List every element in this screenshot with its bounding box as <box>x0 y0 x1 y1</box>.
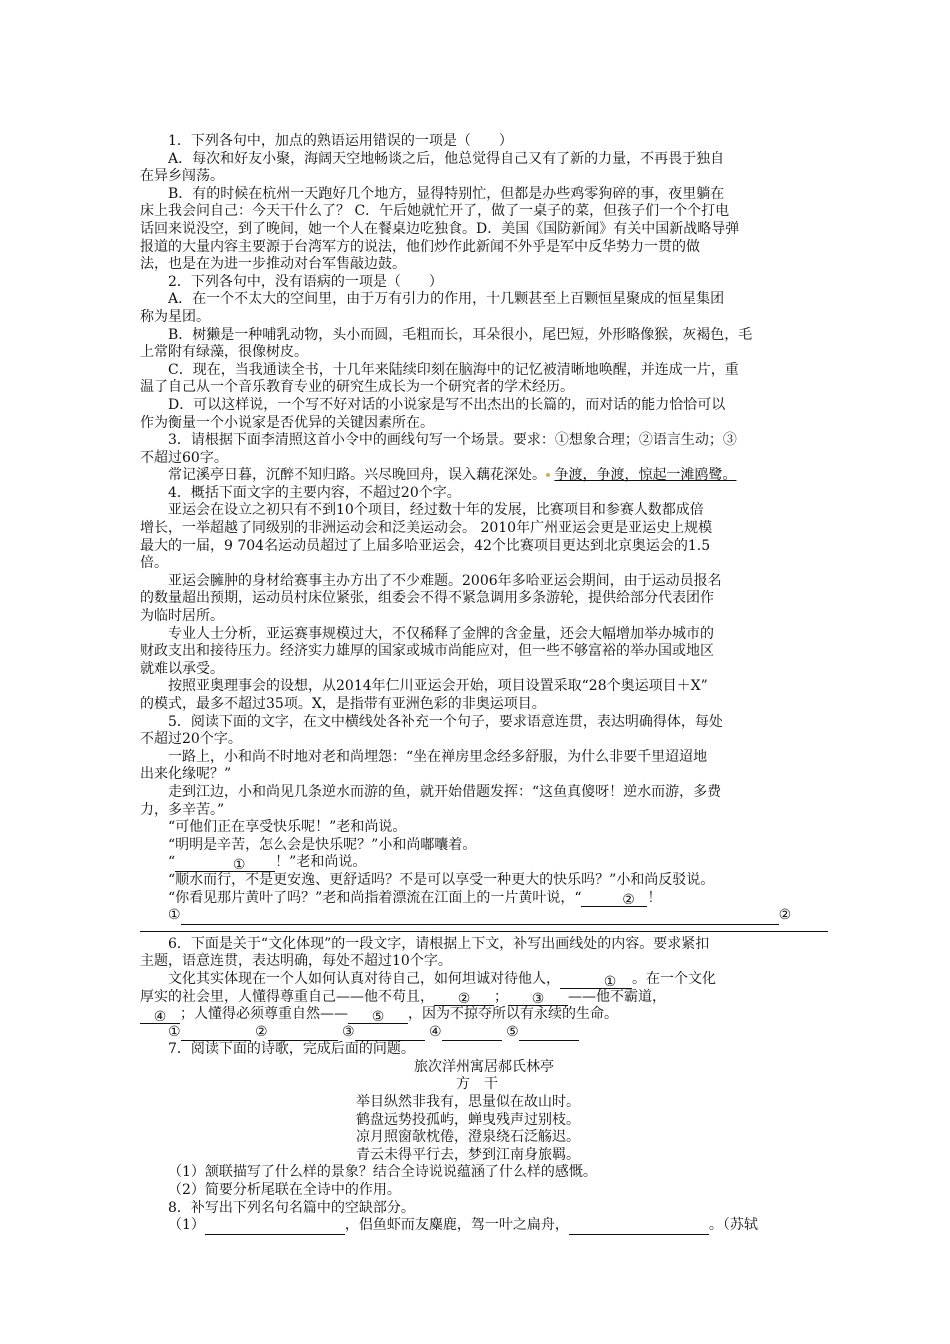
document-body <box>140 133 828 1235</box>
poem-line-1: 举目纵然非我有，思量似在故山时。 <box>356 1094 580 1111</box>
answer-slot-3[interactable] <box>355 1026 425 1041</box>
question-5-para-3: “可他们正在享受快乐呢！”老和尚说。 <box>168 819 407 836</box>
question-5-para-2: 走到江边，小和尚见几条逆水而游的鱼，就开始借题发挥：“这鱼真傻呀！逆水而游，多费 <box>168 783 722 800</box>
answer-line-1[interactable] <box>181 910 779 925</box>
question-1-option-d-cont: 报道的大量内容主要源于台湾军方的说法，他们炒作此新闻不外乎是军中反华势力一贯的做 <box>140 238 700 255</box>
question-6-para-1-end: ④ ；人懂得必须尊重自然—— ⑤ ，因为不掠夺所以有永续的生命。 <box>140 1006 828 1024</box>
fill-blank-2[interactable] <box>569 1220 709 1235</box>
answer-slot-1[interactable] <box>181 1026 251 1041</box>
question-6-para-1-cont: 厚实的社会里，人懂得尊重自己——他不苟且， ② ； ③ ——他不霸道， <box>140 988 666 1008</box>
question-1-option-a-cont: 在异乡闯荡。 <box>140 168 224 185</box>
question-1-option-d-end: 法，也是在为进一步推动对台军售敲边鼓。 <box>140 256 406 273</box>
question-4-para-3: 专业人士分析，亚运赛事规模过大，不仅稀释了金牌的含金量，还会大幅增加举办城市的 <box>168 625 714 642</box>
underlined-line: 争渡，争渡，惊起一滩鸥鹭。 <box>554 467 737 484</box>
question-5-answer-line: ① ② <box>168 907 792 924</box>
question-8-item-1: （1） ，侣鱼虾而友麋鹿，驾一叶之扁舟， 。（苏轼 <box>168 1217 758 1234</box>
answer-slot-5[interactable] <box>519 1026 579 1041</box>
question-4-para-1-cont2: 最大的一届，9 704名运动员超过了上届多哈亚运会，42个比赛项目更达到北京奥运会的1.5 <box>140 537 711 554</box>
question-3-stem-cont: 不超过60字。 <box>140 449 228 466</box>
answer-slot-4[interactable] <box>442 1026 502 1041</box>
question-5-para-2-cont: 力，多辛苦。” <box>140 801 225 818</box>
question-4-para-1-cont: 增长，一举超越了同级别的非洲运动会和泛美运动会。 2010年广州亚运会更是亚运史上规模 <box>140 520 713 537</box>
question-4-para-1-end: 倍。 <box>140 555 168 572</box>
question-4-para-4-end: 的模式，最多不超过35项。X，是指带有亚洲色彩的非奥运项目。 <box>140 696 546 712</box>
question-2-option-a-cont: 称为星团。 <box>140 308 210 325</box>
question-1-option-a: A．每次和好友小聚，海阔天空地畅谈之后，他总觉得自己又有了新的力量，不再畏于独自 <box>168 150 725 167</box>
question-3-poem <box>140 467 828 485</box>
poem-text: 常记溪亭日暮，沉醉不知归路。兴尽晚回舟，误入藕花深处。 <box>168 467 546 484</box>
question-5-para-4: “明明是辛苦，怎么会是快乐呢？”小和尚嘟囔着。 <box>168 836 477 853</box>
question-5-stem-cont: 不超过20个字。 <box>140 731 242 748</box>
blank-3[interactable]: ③ <box>508 991 568 1006</box>
question-2-option-c-cont: 温了自己从一个音乐教育专业的研究生成长为一个研究者的学术经历。 <box>140 379 574 396</box>
question-2-option-c: C．现在，当我通读全书，十几年来陆续印刻在脑海中的记忆被清晰地唤醒，并连成一片，重 <box>168 361 739 378</box>
question-4-para-3-end: 就难以承受。 <box>140 660 224 677</box>
fill-blank-1[interactable] <box>205 1220 345 1235</box>
question-6-para-1: 文化其实体现在一个人如何认真对待自己，如何坦诚对待他人， ① 。在一个文化 <box>168 970 716 990</box>
question-5-para-1: 一路上，小和尚不时地对老和尚埋怨：“坐在禅房里念经多舒服，为什么非要千里迢迢地 <box>168 748 708 765</box>
question-8-stem: 8．补写出下列名句名篇中的空缺部分。 <box>168 1199 415 1216</box>
poem-line-2: 鹤盘远势投孤屿，蝉曳残声过别枝。 <box>356 1111 580 1128</box>
blank-1[interactable]: ① <box>560 974 632 989</box>
question-6-stem-cont: 主题，语意连贯，表达明确，每处不超过10个字。 <box>140 953 452 970</box>
mark-dot <box>546 473 550 477</box>
question-5-blank-line-2: “你看见那片黄叶了吗？”老和尚指着漂流在江面上的一片黄叶说，“ ② ！ <box>168 889 662 909</box>
question-6-stem: 6．下面是关于“文化体现”的一段文字，请根据上下文，补写出画线处的内容。要求紧扣 <box>168 935 710 952</box>
poem-title: 旅次洋州寓居郝氏林亭 <box>414 1058 554 1075</box>
question-4-stem: 4．概括下面文字的主要内容，不超过20个字。 <box>168 484 461 501</box>
blank-2[interactable]: ② <box>434 991 494 1006</box>
question-6-answer-row: ① ② ③ ④ ⑤ <box>140 1024 828 1042</box>
question-4-para-1: 亚运会在设立之初只有不到10个项目，经过数十年的发展，比赛项目和参赛人数都成倍 <box>168 502 704 519</box>
question-4-para-2-cont: 的数量超出预期，运动员村床位紧张，组委会不得不紧急调用多条游轮，提供给部分代表团作 <box>140 590 714 607</box>
question-4-para-2: 亚运会臃肿的身材给赛事主办方出了不少难题。2006年多哈亚运会期间，由于运动员报名 <box>168 572 722 589</box>
poem-line-4: 青云未得平行去，梦到江南身旅羁。 <box>356 1146 580 1163</box>
question-1-option-b: B．有的时候在杭州一天跑好几个地方，显得特别忙，但都是办些鸡零狗碎的事，夜里躺在 <box>168 185 725 202</box>
answer-slot-2[interactable] <box>268 1026 338 1041</box>
question-4-para-2-end: 为临时居所。 <box>140 608 224 625</box>
question-5-para-5: “顺水而行，不是更安逸、更舒适吗？不是可以享受一种更大的快乐吗？”小和尚反驳说。 <box>168 871 715 888</box>
question-2-option-b: B．树獭是一种哺乳动物，头小而圆，毛粗而长，耳朵很小，尾巴短，外形略像猴，灰褐色，毛 <box>168 326 753 343</box>
question-3-stem: 3．请根据下面李清照这首小令中的画线句写一个场景。要求：①想象合理；②语言生动；③ <box>168 432 737 449</box>
question-7-sub-1: （1）颔联描写了什么样的景象？结合全诗说说蕴涵了什么样的感慨。 <box>168 1164 597 1181</box>
question-5-para-1-cont: 出来化缘呢？” <box>140 766 232 783</box>
question-2-option-a: A．在一个不太大的空间里，由于万有引力的作用，十几颗甚至上百颗恒星聚成的恒星集团 <box>168 291 725 308</box>
question-2-stem: 2．下列各句中，没有语病的一项是（ ） <box>168 273 443 290</box>
question-5-stem: 5．阅读下面的文字，在文中横线处各补充一个句子，要求语意连贯，表达明确得体，每处 <box>168 713 723 730</box>
blank-5[interactable]: ⑤ <box>348 1009 408 1024</box>
question-7-sub-2: （2）简要分析尾联在全诗中的作用。 <box>168 1182 401 1199</box>
answer-line-2[interactable] <box>140 925 828 932</box>
question-1-option-b-cont: 床上我会问自己：今天干什么了？ C．午后她就忙开了，做了一桌子的菜，但孩子们一个个打电 <box>140 203 730 220</box>
question-2-option-d-cont: 作为衡量一个小说家是否优异的关键因素所在。 <box>140 414 434 431</box>
question-4-para-4: 按照亚奥理事会的设想，从2014年仁川亚运会开始，项目设置采取“28个奥运项目＋X” <box>168 678 708 695</box>
question-2-option-d: D．可以这样说，一个写不好对话的小说家是写不出杰出的长篇的，而对话的能力恰恰可以 <box>168 396 726 413</box>
answer-blank-2[interactable]: ② <box>581 892 647 907</box>
answer-blank-1[interactable]: ① <box>175 857 275 872</box>
question-2-option-b-cont: 上常附有绿藻，很像树皮。 <box>140 344 308 361</box>
poem-author: 方 干 <box>456 1076 498 1093</box>
blank-4[interactable]: ④ <box>140 1009 180 1024</box>
question-7-stem: 7．阅读下面的诗歌，完成后面的问题。 <box>168 1041 415 1058</box>
poem-line-3: 凉月照窗欹枕倦，澄泉绕石泛觞迟。 <box>356 1129 580 1146</box>
question-4-para-3-cont: 财政支出和接待压力。经济实力雄厚的国家或城市尚能应对，但一些不够富裕的举办国或地区 <box>140 643 714 660</box>
question-5-blank-line-1: “ ① ！”老和尚说。 <box>168 854 367 873</box>
question-1-option-c-cont: 话回来说没空，到了晚间，她一个人在餐桌边吃独食。D．美国《国防新闻》有关中国新战略导弹 <box>140 220 740 237</box>
question-1-stem: 1．下列各句中，加点的熟语运用错误的一项是（ ） <box>168 133 513 149</box>
